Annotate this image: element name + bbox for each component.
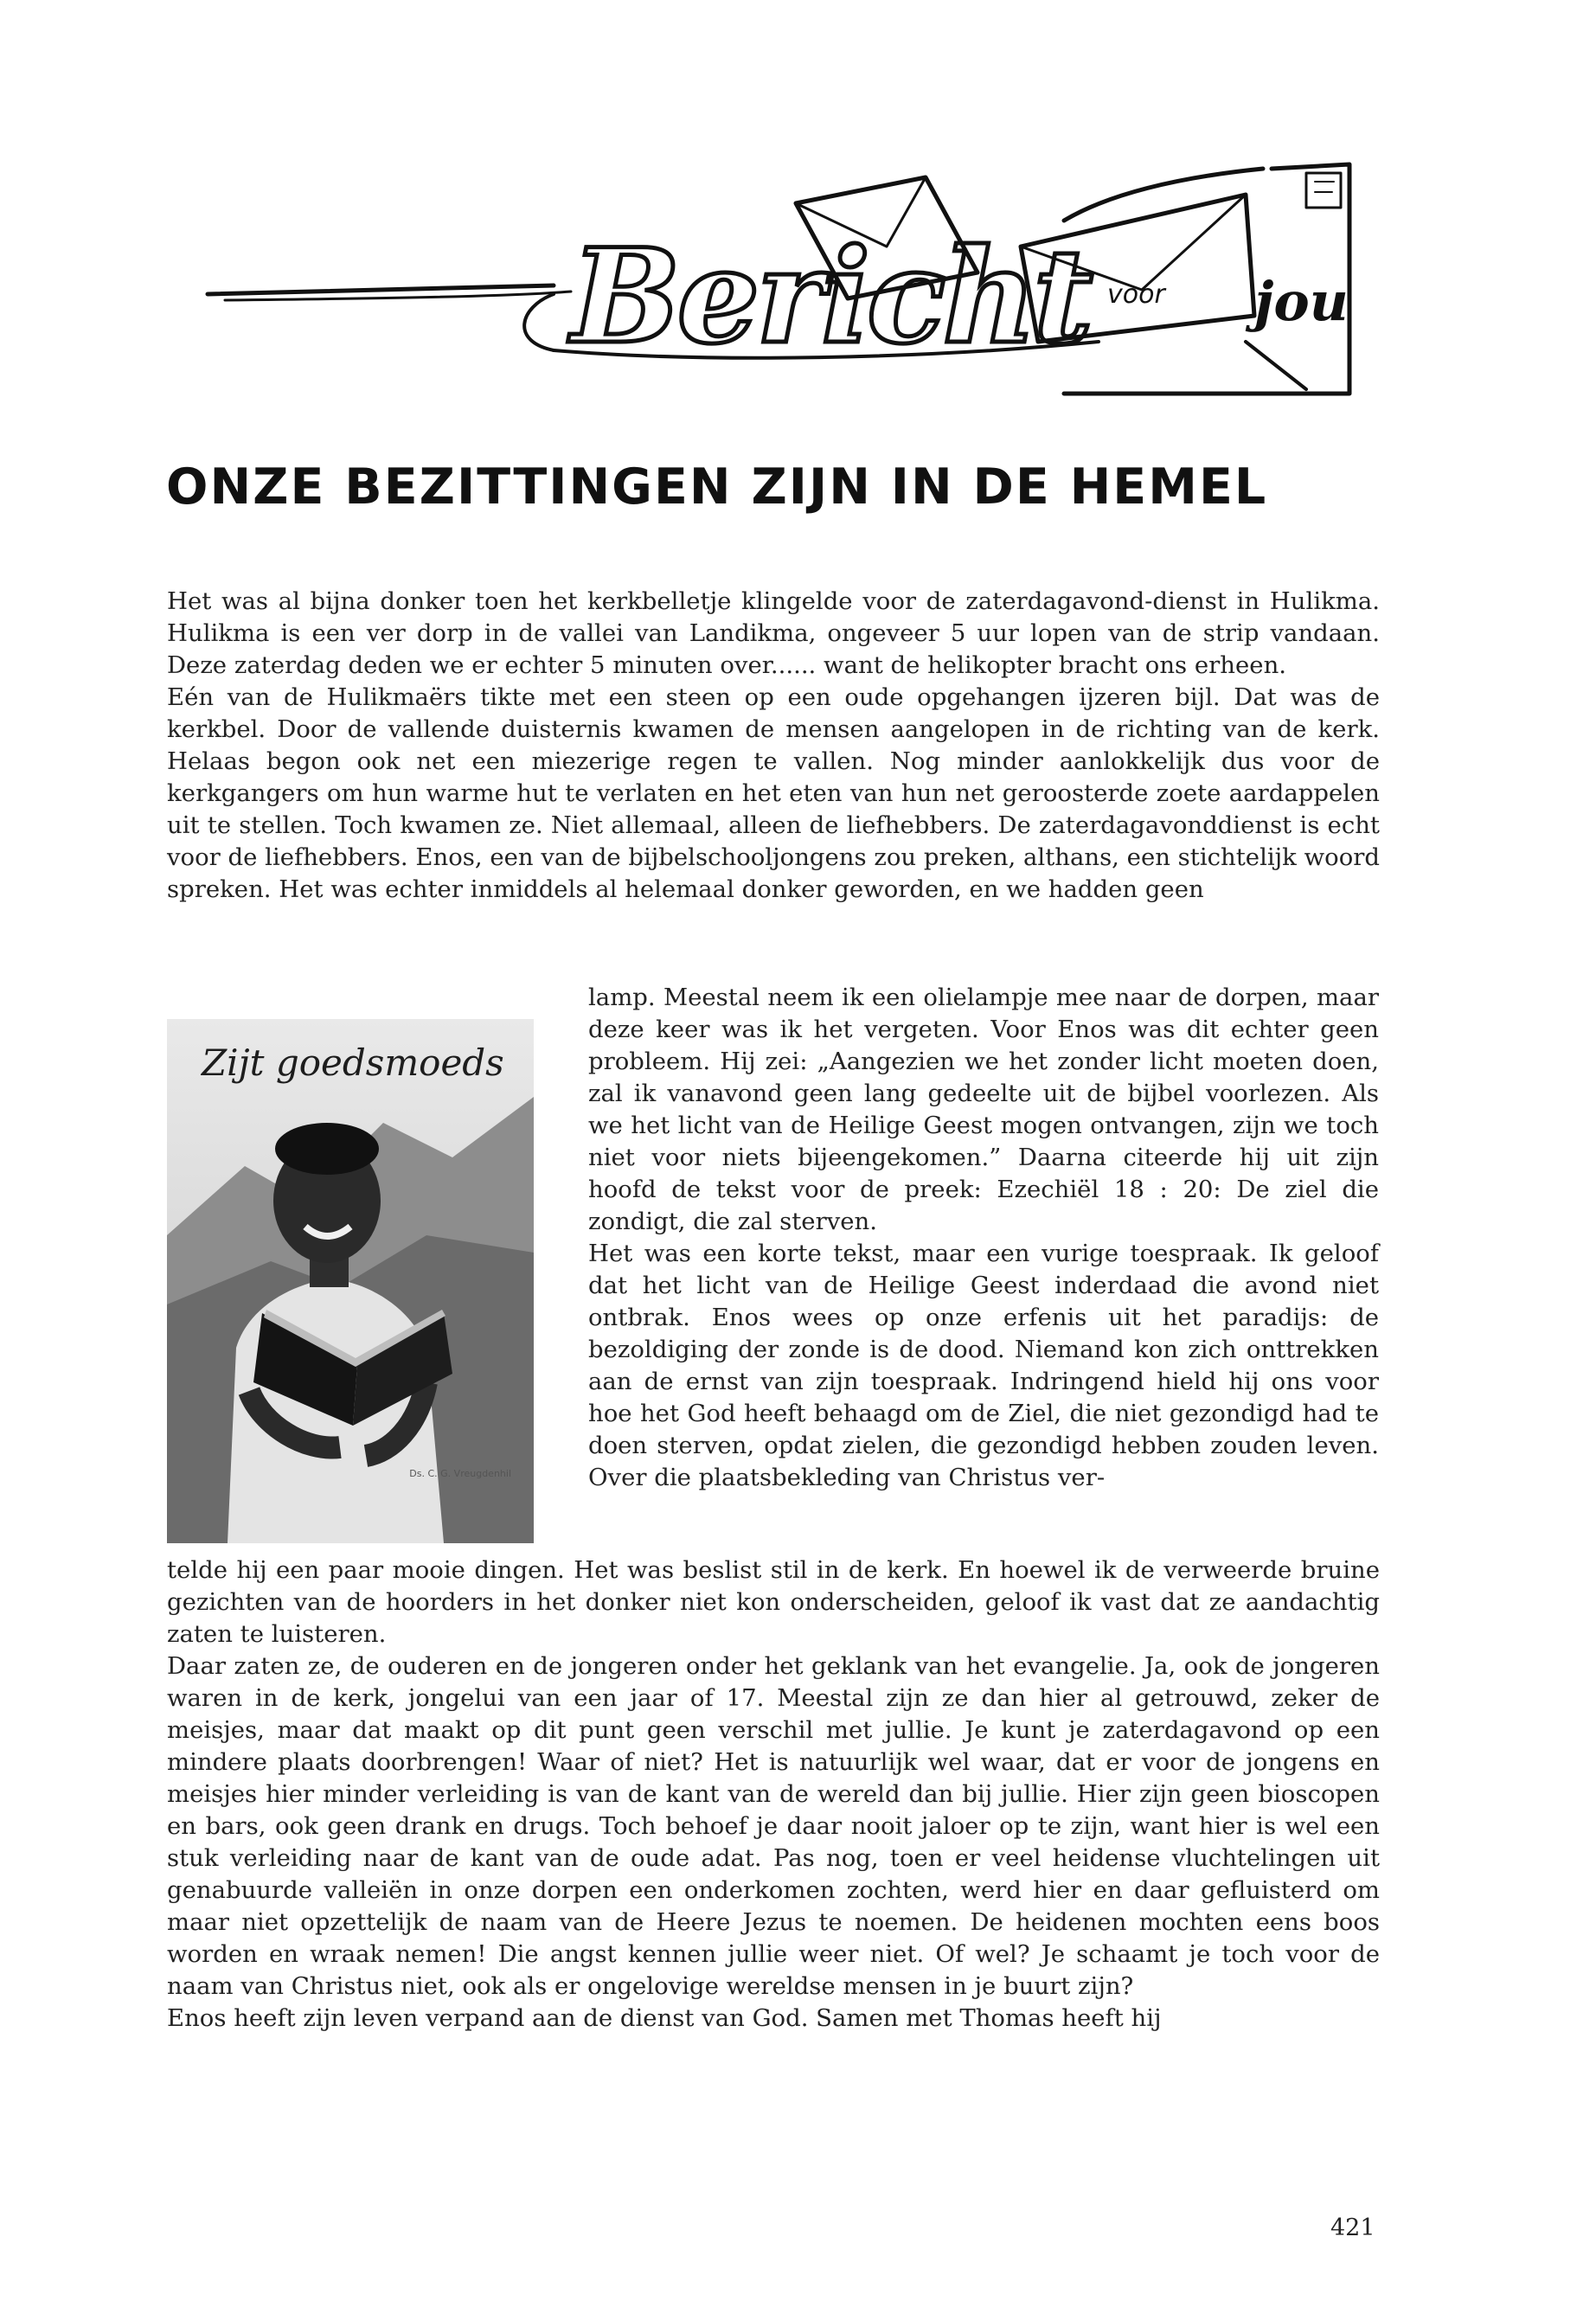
page-number: 421 <box>1330 2214 1375 2241</box>
photo-image <box>167 1019 534 1543</box>
article-title: ONZE BEZITTINGEN ZIJN IN DE HEMEL <box>166 458 1268 516</box>
photo-credit: Ds. C. G. Vreugdenhil <box>409 1468 511 1479</box>
paragraph: lamp. Meestal neem ik een olielampje mee naar de dorpen, maar deze keer was ik het vergeten. Voor Enos was dit echter geen probleem. Hij zei: „Aangezien we het zonder licht moeten doen, zal ik vanavond geen lang gedeelte uit de bijbel voorlezen. Als we het licht van de Heilige Geest mogen ontvangen, zijn we toch niet voor niets bijeengekomen.” Daarna citeerde hij uit zijn hoofd de tekst voor de preek: Ezechiël 18 : 20: De ziel die zondigt, die zal sterven. <box>588 984 1379 1235</box>
paragraph: telde hij een paar mooie dingen. Het was beslist stil in de kerk. En hoewel ik de verweerde bruine gezichten van de hoorders in het donker niet kon onderscheiden, geloof ik vast dat ze aandachtig zaten te luisteren. <box>167 1556 1380 1648</box>
paragraph: Het was een korte tekst, maar een vurige toespraak. Ik geloof dat het licht van de Heilige Geest inderdaad die avond niet ontbrak. Enos wees op onze erfenis uit het paradijs: de bezoldiging der zonde is de dood. Niemand kon zich onttrekken aan de ernst van zijn toespraak. Indringend hield hij ons voor hoe het God heeft behaagd om de Ziel, die niet gezondigd had te doen sterven, opdat zielen, die gezondigd hebben zouden leven. Over die plaatsbekleding van Christus ver- <box>588 1240 1379 1491</box>
paragraph: Enos heeft zijn leven verpand aan de dienst van God. Samen met Thomas heeft hij <box>167 2004 1162 2032</box>
paragraph: Het was al bijna donker toen het kerkbelletje klingelde voor de zaterdagavond-dienst in Hulikma. Hulikma is een ver dorp in de vallei van Landikma, ongeveer 5 uur lopen van de strip vandaan. Deze zaterdag deden we er echter 5 minuten over...... want de helikopter bracht ons erheen. <box>167 587 1380 679</box>
paragraph: Eén van de Hulikmaërs tikte met een steen op een oude opgehangen ijzeren bijl. Dat was de kerkbel. Door de vallende duisternis kwamen de mensen aangelopen in de richting van de kerk. Helaas begon ook net een miezerige regen te vallen. Nog minder aanlokkelijk dus voor de kerkgangers om hun warme hut te verlaten en het eten van hun net geroosterde zoete aardappelen uit te stellen. Toch kwamen ze. Niet allemaal, alleen de liefhebbers. De zaterdagavonddienst is echt voor de liefhebbers. Enos, een van de bijbelschooljongens zou preken, althans, een stichtelijk woord spreken. Het was echter inmiddels al helemaal donker geworden, en we hadden geen <box>167 683 1380 903</box>
masthead-bericht-word: Bericht <box>571 221 1090 373</box>
masthead-voor-word: voor <box>1107 279 1165 310</box>
article-body-top <box>167 586 1380 906</box>
article-body-middle <box>588 982 1379 1494</box>
photo-preacher <box>167 1019 534 1543</box>
article-body-bottom <box>167 1554 1380 2035</box>
bericht-voor-jou-masthead <box>190 143 1384 428</box>
photo-caption: Zijt goedsmoeds <box>202 1042 504 1084</box>
paragraph: Daar zaten ze, de ouderen en de jongeren onder het geklank van het evangelie. Ja, ook de jongeren waren in de kerk, jongelui van een jaar of 17. Meestal zijn ze dan hier al getrouwd, zeker de meisjes, maar dat maakt op dit punt geen verschil met jullie. Je kunt je zaterdagavond op een mindere plaats doorbrengen! Waar of niet? Het is natuurlijk wel waar, dat er voor de jongens en meisjes hier minder verleiding is van de kant van de wereld dan bij jullie. Hier zijn geen bioscopen en bars, ook geen drank en drugs. Toch behoef je daar nooit jaloer op te zijn, want hier is wel een stuk verleiding naar de kant van de oude adat. Pas nog, toen er veel heidense vluchtelingen uit genabuurde valleiën in onze dorpen een onderkomen zochten, werd hier en daar gefluisterd om maar niet opzettelijk de naam van de Heere Jezus te noemen. De heidenen mochten eens boos worden en wraak nemen! Die angst kennen jullie weer niet. Of wel? Je schaamt je toch voor de naam van Christus niet, ook als er ongelovige wereldse mensen in je buurt zijn? <box>167 1652 1380 2000</box>
masthead-jou-word: jou <box>1254 270 1349 333</box>
